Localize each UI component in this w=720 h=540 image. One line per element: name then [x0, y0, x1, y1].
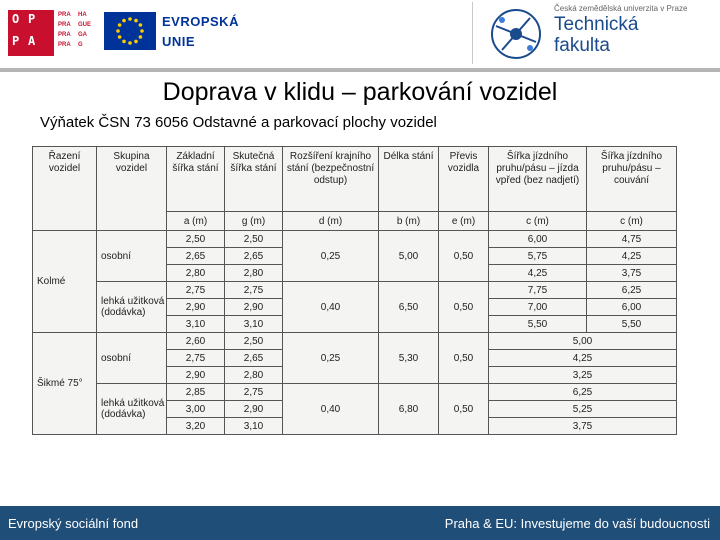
cell-a: 3,10	[167, 316, 225, 333]
cell-a: 2,85	[167, 384, 225, 401]
header-sirka-couvani: Šířka jízdního pruhu/pásu – couvání	[587, 147, 677, 212]
unit-cell: a (m)	[167, 212, 225, 231]
cell-c-vpred: 4,25	[489, 265, 587, 282]
cell-b: 6,50	[379, 282, 439, 333]
opp-letter-o: O	[12, 12, 20, 26]
cell-c: 5,25	[489, 401, 677, 418]
cell-a: 2,90	[167, 367, 225, 384]
slide-footer	[0, 506, 720, 540]
group-kolme: Kolmé	[33, 231, 97, 333]
subgroup-lehka: lehká užitková (dodávka)	[97, 282, 167, 333]
header-skutecna: Skutečná šířka stání	[225, 147, 283, 212]
opp-logo	[8, 10, 54, 56]
praha-word: HA	[78, 12, 87, 18]
header-skupina: Skupina vozidel	[97, 147, 167, 231]
subgroup-osobni: osobní	[97, 333, 167, 384]
unit-cell: c (m)	[587, 212, 677, 231]
cell-c: 6,25	[489, 384, 677, 401]
header-sirka-vpred: Šířka jízdního pruhu/pásu – jízda vpřed (bez nadjetí)	[489, 147, 587, 212]
cell-b: 5,30	[379, 333, 439, 384]
praha-word: PRA	[58, 22, 71, 28]
table-row	[33, 384, 677, 401]
cell-g: 3,10	[225, 316, 283, 333]
cell-d: 0,40	[283, 384, 379, 435]
opp-letter-a: A	[28, 34, 36, 48]
cell-b: 5,00	[379, 231, 439, 282]
cell-c-couv: 6,00	[587, 299, 677, 316]
cell-a: 2,90	[167, 299, 225, 316]
praha-word: GUE	[78, 22, 92, 28]
cell-a: 2,60	[167, 333, 225, 350]
group-sikme: Šikmé 75°	[33, 333, 97, 435]
header-delka: Délka stání	[379, 147, 439, 212]
footer-right-text: Praha & EU: Investujeme do vaší budoucnosti	[444, 516, 710, 531]
table-row	[33, 333, 677, 350]
header-previs: Převis vozidla	[439, 147, 489, 212]
cell-e: 0,50	[439, 282, 489, 333]
opp-letter-p2: P	[12, 34, 20, 48]
cell-g: 2,65	[225, 248, 283, 265]
cell-e: 0,50	[439, 384, 489, 435]
slide-title: Doprava v klidu – parkování vozidel	[162, 78, 558, 106]
university-name: Česká zemědělská univerzita v Praze	[554, 4, 688, 13]
cell-e: 0,50	[439, 333, 489, 384]
cell-c-vpred: 5,50	[489, 316, 587, 333]
table-row	[33, 231, 677, 248]
cell-g: 2,75	[225, 282, 283, 299]
table-header-row	[33, 147, 677, 212]
cell-c: 3,75	[489, 418, 677, 435]
footer-left-text: Evropský sociální fond	[8, 516, 139, 531]
unit-cell: d (m)	[283, 212, 379, 231]
header-rozsireni: Rozšíření krajního stání (bezpečnostní odstup)	[283, 147, 379, 212]
cell-c: 4,25	[489, 350, 677, 367]
cell-a: 2,75	[167, 350, 225, 367]
unit-cell: b (m)	[379, 212, 439, 231]
cell-a: 2,65	[167, 248, 225, 265]
cell-g: 3,10	[225, 418, 283, 435]
cell-c-vpred: 5,75	[489, 248, 587, 265]
unit-cell: e (m)	[439, 212, 489, 231]
cell-c: 3,25	[489, 367, 677, 384]
eu-label	[162, 12, 239, 52]
unit-cell: g (m)	[225, 212, 283, 231]
subgroup-osobni: osobní	[97, 231, 167, 282]
praha-word: GA	[78, 32, 87, 38]
cell-a: 2,80	[167, 265, 225, 282]
header-zakladni: Základní šířka stání	[167, 147, 225, 212]
cell-c-vpred: 6,00	[489, 231, 587, 248]
cell-d: 0,40	[283, 282, 379, 333]
eu-label-line2: UNIE	[162, 34, 196, 49]
cell-g: 2,65	[225, 350, 283, 367]
faculty-logo-icon	[488, 6, 544, 62]
header-divider	[0, 68, 720, 72]
cell-g: 2,50	[225, 231, 283, 248]
opp-letter-p1: P	[28, 12, 36, 26]
cell-c-couv: 6,25	[587, 282, 677, 299]
table-row	[33, 282, 677, 299]
cell-d: 0,25	[283, 333, 379, 384]
cell-c-vpred: 7,00	[489, 299, 587, 316]
cell-g: 2,90	[225, 401, 283, 418]
cell-a: 3,20	[167, 418, 225, 435]
praha-word: PRA	[58, 32, 71, 38]
cell-g: 2,90	[225, 299, 283, 316]
cell-c-couv: 4,25	[587, 248, 677, 265]
slide-header	[0, 0, 720, 68]
parking-table	[32, 146, 677, 435]
cell-a: 2,50	[167, 231, 225, 248]
eu-flag-icon	[104, 12, 156, 50]
cell-c-vpred: 7,75	[489, 282, 587, 299]
cell-c-couv: 5,50	[587, 316, 677, 333]
praha-word: PRA	[58, 42, 71, 48]
cell-b: 6,80	[379, 384, 439, 435]
unit-cell: c (m)	[489, 212, 587, 231]
faculty-name-line1: Technická	[554, 14, 639, 35]
praha-word: G	[78, 42, 83, 48]
cell-g: 2,80	[225, 265, 283, 282]
cell-d: 0,25	[283, 231, 379, 282]
eu-label-line1: EVROPSKÁ	[162, 14, 239, 29]
faculty-name-line2: fakulta	[554, 35, 610, 56]
praha-logo	[58, 12, 98, 52]
cell-g: 2,80	[225, 367, 283, 384]
cell-a: 2,75	[167, 282, 225, 299]
cell-c-couv: 3,75	[587, 265, 677, 282]
cell-c: 5,00	[489, 333, 677, 350]
header-razeni: Řazení vozidel	[33, 147, 97, 231]
cell-g: 2,75	[225, 384, 283, 401]
faculty-name	[554, 14, 639, 56]
slide-subtitle: Výňatek ČSN 73 6056 Odstavné a parkovací plochy vozidel	[40, 114, 437, 131]
cell-g: 2,50	[225, 333, 283, 350]
cell-e: 0,50	[439, 231, 489, 282]
cell-c-couv: 4,75	[587, 231, 677, 248]
praha-word: PRA	[58, 12, 71, 18]
subgroup-lehka: lehká užitková (dodávka)	[97, 384, 167, 435]
cell-a: 3,00	[167, 401, 225, 418]
